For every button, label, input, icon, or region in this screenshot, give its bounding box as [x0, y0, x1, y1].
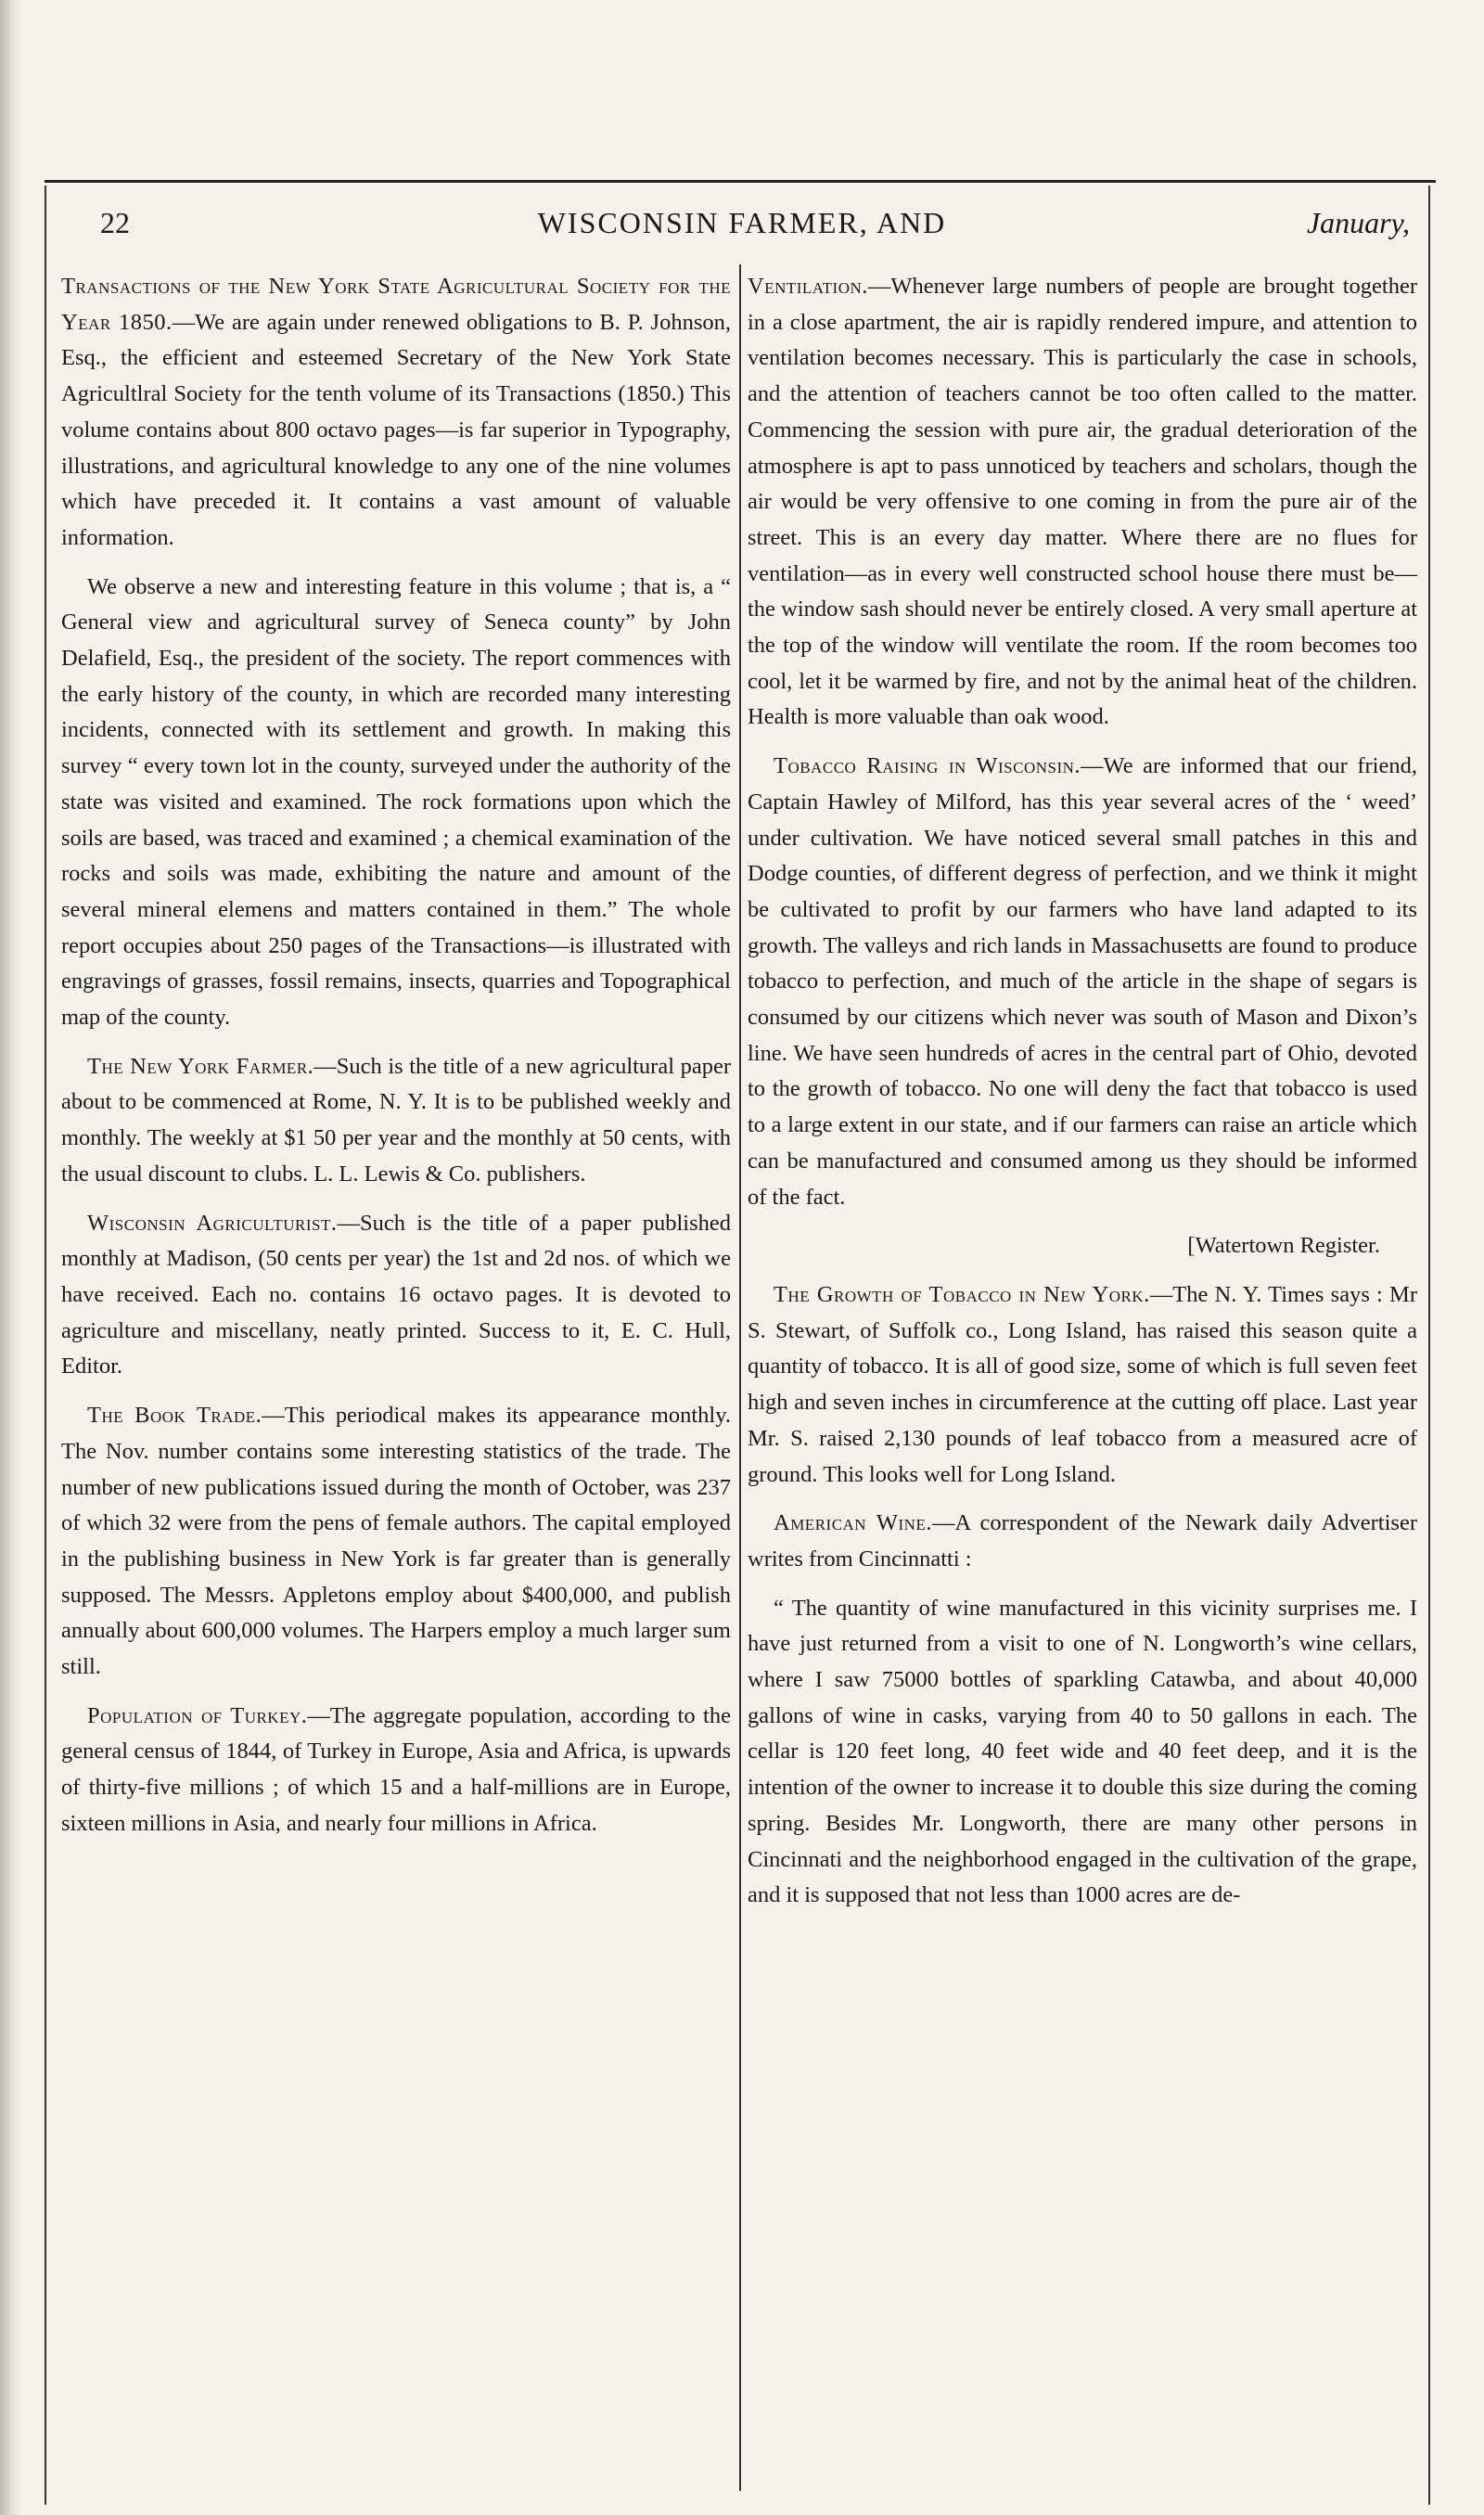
article [748, 269, 1417, 736]
page-number: 22 [100, 206, 130, 239]
top-rule [45, 180, 1436, 183]
column-divider [739, 264, 741, 2491]
article [748, 1591, 1417, 1914]
article-title: Ventilation. [748, 274, 868, 299]
article [748, 749, 1417, 1215]
article-title: Wisconsin Agriculturist. [87, 1210, 338, 1236]
article-title: The Book Trade. [87, 1403, 262, 1429]
article-body: We observe a new and interesting feature in this volume ; that is, a “ General view and agricultural survey of Seneca county” by John Delafield, Esq., the president of the society. The report commences with the early history of the county, in which are recorded many interesting incidents, connected with its settlement and growth. In making this survey “ every town lot in the county, surveyed under the authority of the state was visited and examined. The rock formations upon which the soils are based, was traced and examined ; a chemical examination of the rocks and soils was made, exhibiting the nature and amount of the several mineral elemens and matters contained in them.” The whole report occupies about 250 pages of the Transactions—is illustrated with engravings of grasses, fossil remains, insects, quarries and Topographical map of the county. [61, 573, 731, 1031]
article-body: —Such is the title of a paper published monthly at Madison, (50 cents per year) the 1st and 2d nos. of which we have received. Each no. contains 16 octavo pages. It is devoted to agriculture and miscellany, neatly printed. Success to it, E. C. Hull, Editor. [61, 1210, 731, 1379]
issue-month: January, [1306, 206, 1410, 239]
article-body: —The aggregate population, according to the general census of 1844, of Turkey in Europe, Asia and Africa, is upwards of thirty-five millions ; of which 15 and a half-millions are in Europe, sixteen millions in Asia, and nearly four millions in Africa. [61, 1702, 731, 1836]
article-body: —A correspondent of the Newark daily Advertiser writes from Cincinnatti : [748, 1510, 1417, 1572]
article-body: —This periodical makes its appearance monthly. The Nov. number contains some interesting statistics of the trade. The number of new publications issued during the month of October, was 237 of which 32 were from the pens of female authors. The capital employed in the publishing business in New York is far greater than is generally supposed. The Messrs. Appletons employ about $400,000, and publish annually about 600,000 volumes. The Harpers employ a much larger sum still. [61, 1403, 731, 1680]
article-source: [Watertown Register. [1187, 1233, 1380, 1259]
article [748, 1277, 1417, 1493]
binding-edge [0, 0, 20, 2515]
article [61, 1049, 731, 1193]
article-body: —We are again under renewed obligations to B. P. Johnson, Esq., the efficient and esteemed Secretary of the New York State Agricultlral Society for the tenth volume of its Transactions (1850.) This volume contains about 800 octavo pages—is far superior in Typography, illustrations, and agricultural knowledge to any one of the nine volumes which have preceded it. It contains a vast amount of valuable information. [61, 309, 731, 550]
article [61, 269, 731, 557]
article-body: —We are informed that our friend, Captain Hawley of Milford, has this year several acres of the ‘ weed’ under cultivation. We have noticed several small patches in this and Dodge counties, of different degress of perfection, and we think it might be cultivated to profit by our farmers who have land adapted to its growth. The valleys and rich lands in Massachusetts are found to produce tobacco to perfection, and much of the article in the shape of segars is consumed by our citizens which never was south of Mason and Dixon’s line. We have seen hundreds of acres in the central part of Ohio, devoted to the growth of tobacco. No one will deny the fact that tobacco is used to a large extent in our state, and if our farmers can raise an article which can be manufactured and consumed among us they should be informed of the fact. [748, 753, 1417, 1210]
masthead: WISCONSIN FARMER, AND [537, 206, 947, 239]
article-body: —Such is the title of a new agricultural paper about to be commenced at Rome, N. Y. It is to be published weekly and monthly. The weekly at $1 50 per year and the monthly at 50 cents, with the usual discount to clubs. L. L. Lewis & Co. publishers. [61, 1053, 731, 1187]
article-body: —Whenever large numbers of people are brought together in a close apartment, the air is rapidly rendered impure, and attention to ventilation becomes necessary. This is particularly the case in schools, and the attention of teachers cannot be too often called to the matter. Commencing the session with pure air, the gradual deterioration of the atmosphere is apt to pass unnoticed by teachers and scholars, though the air would be very offensive to one coming in from the pure air of the street. This is an every day matter. Where there are no flues for ventilation—as in every well constructed school house there must be—the window sash should never be entirely closed. A very small aperture at the top of the window will ventilate the room. If the room becomes too cool, let it be warmed by fire, and not by the animal heat of the children. Health is more valuable than oak wood. [748, 274, 1417, 730]
article-title: The New York Farmer. [87, 1053, 314, 1079]
article [61, 1699, 731, 1842]
article [61, 1206, 731, 1386]
article [748, 1506, 1417, 1577]
right-border [1428, 186, 1430, 2505]
article-title: American Wine. [774, 1510, 932, 1536]
article [61, 570, 731, 1036]
article-body: “ The quantity of wine manufactured in this vicinity surprises me. I have just returned from a visit to one of N. Longworth’s wine cellars, where I saw 75000 bottles of sparkling Catawba, and about 40,000 gallons of wine in casks, varying from 40 to 50 gallons in each. The cellar is 120 feet long, 40 feet wide and 40 feet deep, and it is the intention of the owner to increase it to double this size during the coming spring. Besides Mr. Longworth, there are many other persons in Cincinnati and the neighborhood engaged in the cultivation of the grape, and it is supposed that not less than 1000 acres are de- [748, 1595, 1417, 1908]
article-title: Population of Turkey. [87, 1702, 308, 1728]
article [61, 1398, 731, 1686]
article-title: Transactions of the New York State Agricultural Society for the Year 1850. [61, 274, 731, 335]
article-title: Tobacco Raising in Wisconsin. [774, 753, 1081, 779]
left-column [61, 269, 731, 1855]
article-body: —The N. Y. Times says : Mr S. Stewart, of Suffolk co., Long Island, has raised this season quite a quantity of tobacco. It is all of good size, some of which is full seven feet high and seven inches in circumference at the cutting off place. Last year Mr. S. raised 2,130 pounds of leaf tobacco from a measured acre of ground. This looks well for Long Island. [748, 1281, 1417, 1487]
left-border [45, 186, 46, 2505]
right-column [748, 269, 1417, 1927]
article-title: The Growth of Tobacco in New York. [774, 1281, 1150, 1307]
page-header [56, 206, 1428, 262]
